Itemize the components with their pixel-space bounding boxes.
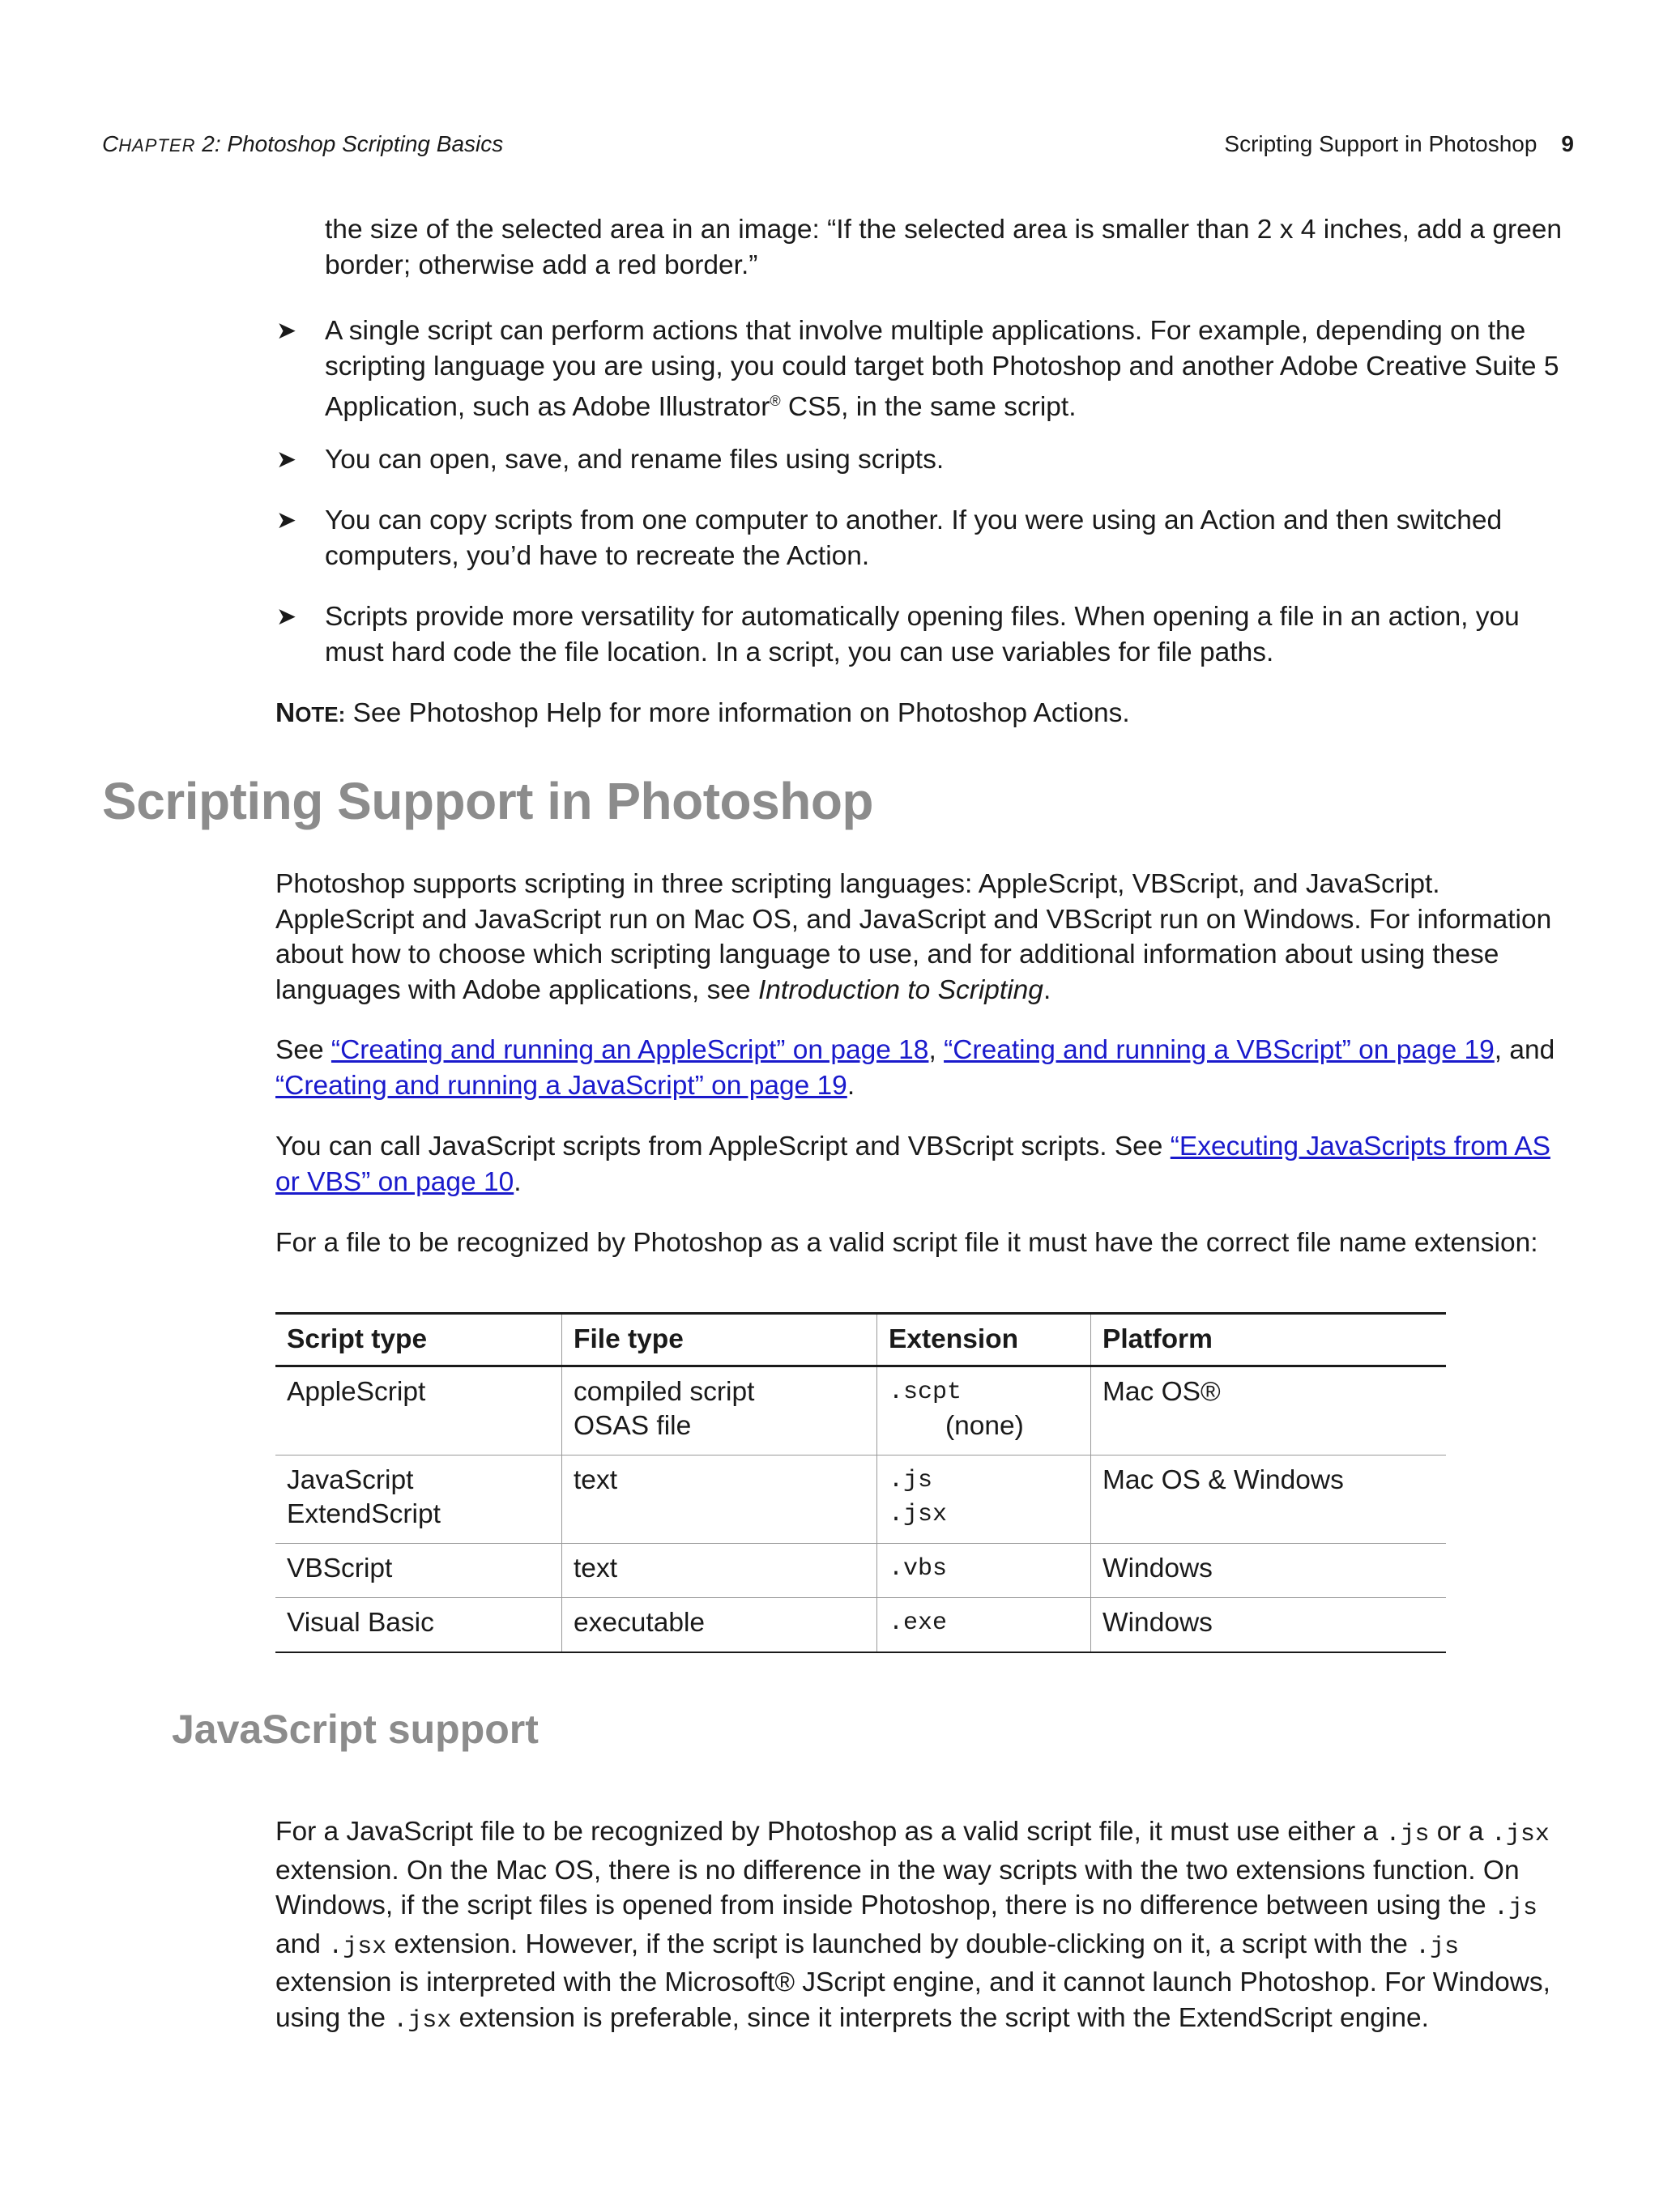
- cell-extension: .vbs: [877, 1544, 1091, 1598]
- cell-file-type: executable: [562, 1598, 877, 1653]
- header-right: [1224, 128, 1574, 160]
- cell-platform: Windows: [1091, 1598, 1447, 1653]
- section-name: Scripting Support in Photoshop: [1224, 131, 1537, 156]
- page-number: 9: [1561, 131, 1574, 156]
- cell-extension: .exe: [877, 1598, 1091, 1653]
- arrow-bullet-icon: ➤: [276, 507, 297, 534]
- arrow-bullet-icon: ➤: [276, 318, 297, 344]
- cell-file-type: text: [562, 1455, 877, 1544]
- table-row: [275, 1598, 1446, 1653]
- javascript-support-paragraph: For a JavaScript file to be recognized by Photoshop as a valid script file, it must use either a .js or a .jsx extension. On the Mac OS, there is no difference in the way scripts with the two extensions function. On Windows, if the script files is opened from inside Photoshop, there is no difference between using the .js and .jsx extension. However, if the script is launched by double-clicking on it, a script with the .js extension is interpreted with the Microsoft® JScript engine, and it cannot launch Photoshop. For Windows, using the .jsx extension is preferable, since it interprets the script with the ExtendScript engine.: [275, 1817, 1550, 2035]
- bullet-item: ➤ You can open, save, and rename files using scripts.: [325, 442, 1580, 478]
- note: NOTE: See Photoshop Help for more information on Photoshop Actions.: [275, 698, 1130, 728]
- see-paragraph: See “Creating and running an AppleScript” on page 18, “Creating and running a VBScript” on page 19, and “Creating and running a JavaScript” on page 19.: [275, 1035, 1555, 1101]
- cell-script-type: AppleScript: [275, 1366, 562, 1455]
- link-executing-javascripts[interactable]: “Executing JavaScripts from AS or VBS” on page 10: [275, 1132, 1550, 1197]
- cell-platform: Mac OS®: [1091, 1366, 1447, 1455]
- cell-platform: Windows: [1091, 1544, 1447, 1598]
- column-header: Script type: [275, 1314, 562, 1366]
- table-header-row: [275, 1314, 1446, 1366]
- bullet-item: ➤ You can copy scripts from one computer to another. If you were using an Action and then switched computers, you’d have to recreate the Action.: [325, 503, 1580, 573]
- cell-platform: Mac OS & Windows: [1091, 1455, 1447, 1544]
- column-header: Extension: [877, 1314, 1091, 1366]
- link-applescript[interactable]: “Creating and running an AppleScript” on page 18: [331, 1035, 929, 1065]
- extension-intro: For a file to be recognized by Photoshop as a valid script file it must have the correct file name extension:: [275, 1228, 1538, 1258]
- link-javascript[interactable]: “Creating and running a JavaScript” on page 19: [275, 1070, 847, 1101]
- arrow-bullet-icon: ➤: [276, 603, 297, 630]
- section-heading: Scripting Support in Photoshop: [102, 772, 873, 830]
- cell-file-type: text: [562, 1544, 877, 1598]
- cell-file-type: compiled script OSAS file: [562, 1366, 877, 1455]
- doc-title: Introduction to Scripting: [757, 974, 1043, 1005]
- extension-table: [275, 1312, 1446, 1653]
- table-row: [275, 1544, 1446, 1598]
- column-header: Platform: [1091, 1314, 1447, 1366]
- arrow-bullet-icon: ➤: [276, 446, 297, 473]
- link-vbscript[interactable]: “Creating and running a VBScript” on page 19: [944, 1035, 1495, 1065]
- cell-extension: .scpt (none): [877, 1366, 1091, 1455]
- column-header: File type: [562, 1314, 877, 1366]
- chapter-title: CHAPTER 2: Photoshop Scripting Basics: [102, 131, 504, 156]
- cell-script-type: Visual Basic: [275, 1598, 562, 1653]
- subsection-heading: JavaScript support: [172, 1707, 539, 1752]
- running-header: [102, 128, 1574, 160]
- cell-extension: .js .jsx: [877, 1455, 1091, 1544]
- cell-script-type: JavaScript ExtendScript: [275, 1455, 562, 1544]
- bullet-continuation: the size of the selected area in an image: “If the selected area is smaller than 2 x 4 inches, add a green border; otherwise add a red border.”: [325, 215, 1562, 280]
- note-label: NOTE:: [275, 698, 346, 728]
- table-row: [275, 1366, 1446, 1455]
- call-paragraph: You can call JavaScript scripts from AppleScript and VBScript scripts. See “Executing JavaScripts from AS or VBS” on page 10.: [275, 1132, 1550, 1197]
- bullet-item: ➤ Scripts provide more versatility for automatically opening files. When opening a file in an action, you must hard code the file location. In a script, you can use variables for file paths.: [325, 599, 1580, 670]
- support-paragraph: Photoshop supports scripting in three scripting languages: AppleScript, VBScript, and JavaScript. AppleScript and JavaScript run on Mac OS, and JavaScript and VBScript run on Windows. For information about how to choose which scripting language to use, and for additional information about using these languages with Adobe applications, see Introduction to Scripting.: [275, 869, 1552, 1005]
- table-row: [275, 1455, 1446, 1544]
- cell-script-type: VBScript: [275, 1544, 562, 1598]
- bullet-item: ➤ A single script can perform actions that involve multiple applications. For example, depending on the scripting language you are using, you could target both Photoshop and another Adobe Creative Suite 5 Application, such as Adobe Illustrator® CS5, in the same script.: [325, 313, 1580, 425]
